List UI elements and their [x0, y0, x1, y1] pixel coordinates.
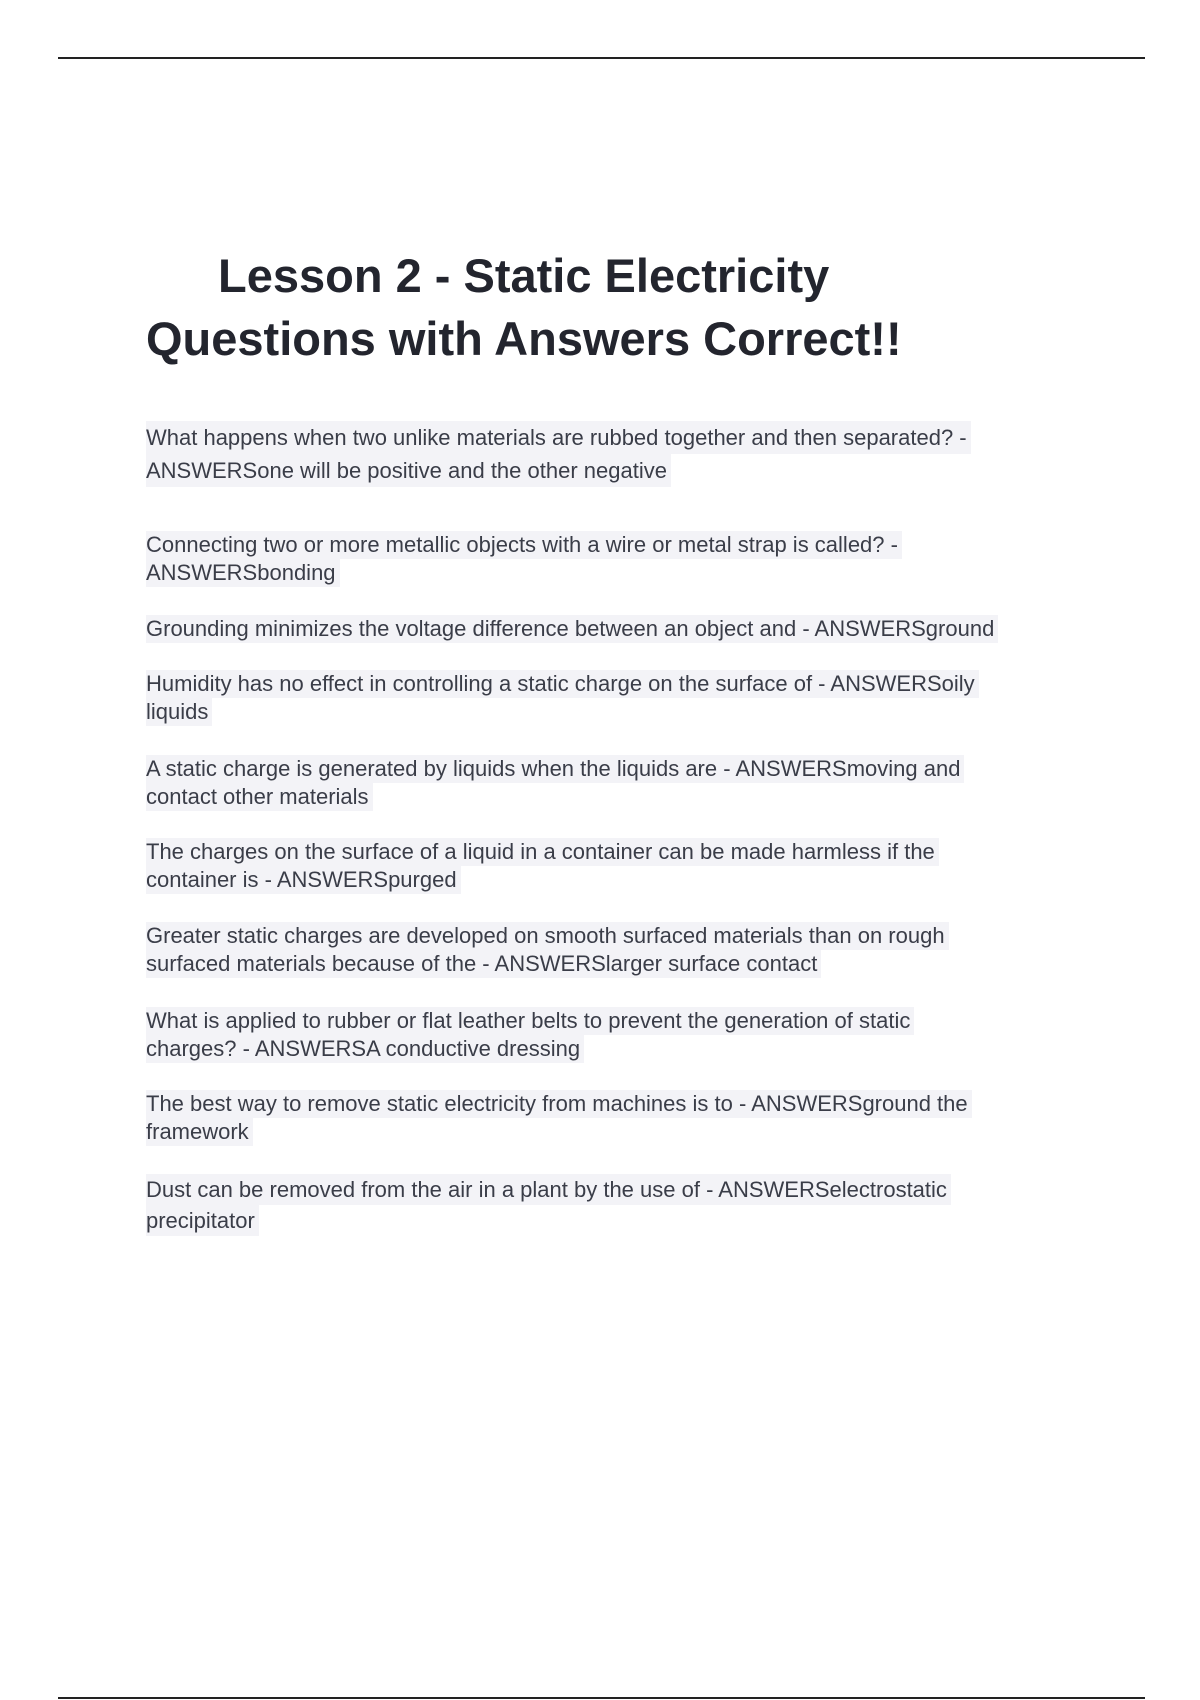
qa-item	[146, 615, 998, 643]
title-line-1: Lesson 2 - Static Electricity	[218, 249, 830, 302]
qa-item	[146, 1174, 951, 1236]
document-title	[146, 244, 902, 370]
qa-line: The charges on the surface of a liquid in a container can be made harmless if the	[146, 838, 939, 866]
qa-line: Dust can be removed from the air in a plant by the use of - ANSWERSelectrostatic	[146, 1174, 951, 1205]
bottom-rule	[58, 1697, 1145, 1699]
qa-item	[146, 755, 964, 811]
qa-line: container is - ANSWERSpurged	[146, 866, 461, 894]
qa-line: ANSWERSone will be positive and the other negative	[146, 454, 671, 487]
qa-line: ANSWERSbonding	[146, 559, 340, 587]
qa-line: charges? - ANSWERSA conductive dressing	[146, 1035, 584, 1063]
title-line-2: Questions with Answers Correct!!	[146, 312, 902, 365]
qa-item	[146, 922, 949, 978]
qa-line: What happens when two unlike materials are rubbed together and then separated? -	[146, 421, 971, 454]
qa-line: Connecting two or more metallic objects with a wire or metal strap is called? -	[146, 531, 902, 559]
qa-line: The best way to remove static electricity from machines is to - ANSWERSground the	[146, 1090, 972, 1118]
qa-line: surfaced materials because of the - ANSWERSlarger surface contact	[146, 950, 821, 978]
qa-item	[146, 670, 979, 726]
qa-item	[146, 1090, 972, 1146]
qa-item	[146, 531, 902, 587]
qa-item	[146, 838, 939, 894]
qa-line: Humidity has no effect in controlling a static charge on the surface of - ANSWERSoily	[146, 670, 979, 698]
qa-line: What is applied to rubber or flat leather belts to prevent the generation of static	[146, 1007, 914, 1035]
qa-item	[146, 421, 971, 487]
qa-line: contact other materials	[146, 783, 373, 811]
top-rule	[58, 57, 1145, 59]
qa-item	[146, 1007, 914, 1063]
qa-line: liquids	[146, 698, 212, 726]
qa-line: framework	[146, 1118, 253, 1146]
qa-line: A static charge is generated by liquids when the liquids are - ANSWERSmoving and	[146, 755, 964, 783]
qa-line: Grounding minimizes the voltage difference between an object and - ANSWERSground	[146, 615, 998, 643]
qa-line: Greater static charges are developed on smooth surfaced materials than on rough	[146, 922, 949, 950]
qa-line: precipitator	[146, 1205, 259, 1236]
